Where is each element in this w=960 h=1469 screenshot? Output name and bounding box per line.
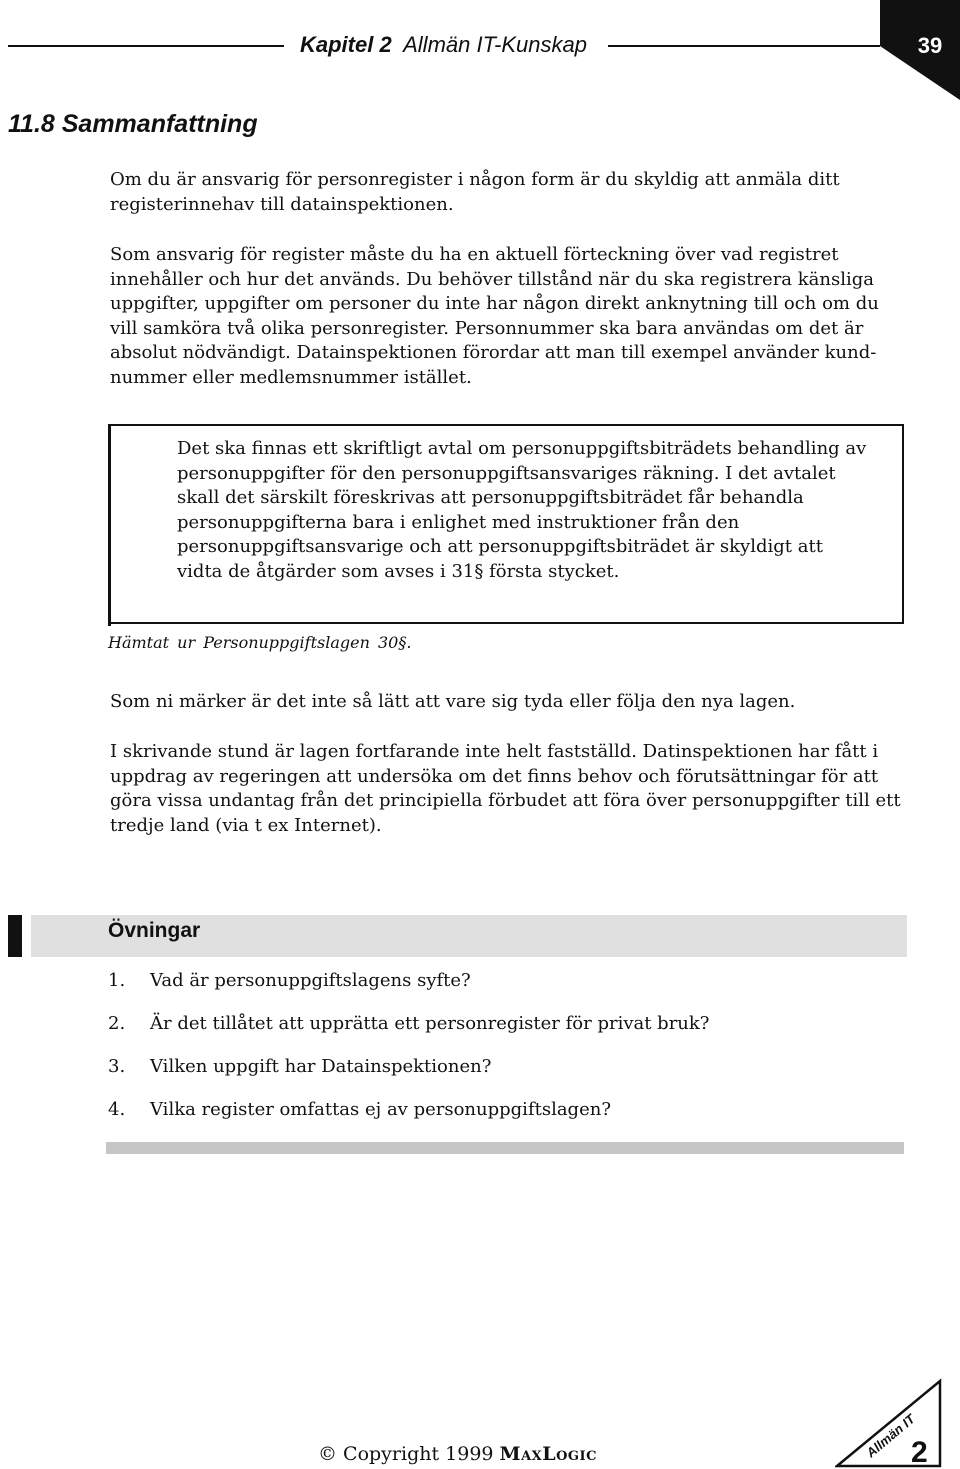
page-number-tab bbox=[0, 0, 960, 100]
exercise-text: Vilka register omfattas ej av personuppgiftslagen? bbox=[150, 1099, 611, 1120]
copyright-text: © Copyright 1999 bbox=[318, 1443, 494, 1465]
chapter-number: Kapitel 2 bbox=[300, 32, 392, 57]
paragraph: Som ansvarig för register måste du ha en aktuell förteckning över vad registret innehåller och hur det används. Du behöver tillstånd när du ska registrera känsliga uppgifter, uppgifter om personer du inte har någon direkt anknytning till och om du vill samköra två olika personregister. Personnummer ska bara användas om det är absolut nödvändigt. Datainspektionen förordar att man till exempel använder kundnummer eller medlemsnummer istället. bbox=[110, 244, 879, 388]
logo-number: 2 bbox=[911, 1436, 928, 1468]
quote-box-border bbox=[108, 424, 111, 626]
exercises-marker bbox=[8, 915, 22, 957]
exercise-number: 3. bbox=[108, 1056, 126, 1077]
exercise-number: 2. bbox=[108, 1013, 126, 1034]
quote-source: Hämtat ur Personuppgiftslagen 30§. bbox=[108, 633, 412, 652]
exercise-number: 1. bbox=[108, 970, 126, 991]
logo-text: Allmän IT bbox=[863, 1411, 918, 1461]
exercise-item bbox=[108, 1013, 709, 1034]
chapter-title: Allmän IT-Kunskap bbox=[403, 32, 587, 57]
paragraph: Som ni märker är det inte så lätt att vare sig tyda eller följa den nya lagen. bbox=[110, 691, 796, 712]
allman-it-logo bbox=[835, 1378, 945, 1468]
section-heading: 11.8 Sammanfattning bbox=[8, 110, 258, 138]
page-number: 39 bbox=[917, 33, 943, 58]
quote-text: Det ska finnas ett skriftligt avtal om personuppgiftsbiträdets behandling av personuppgifter för den personuppgiftsansvariges räkning. I det avtalet skall det särskilt föreskrivas att personuppgiftsbiträdet får behandla personuppgifterna bara i enlighet med instruktioner från den personuppgiftsansvarige och att personuppgiftsbiträdet är skyldigt att vidta de åtgärder som avses i 31§ första stycket. bbox=[177, 438, 867, 582]
exercise-item bbox=[108, 1099, 611, 1120]
exercise-number: 4. bbox=[108, 1099, 126, 1120]
exercises-end-bar bbox=[106, 1142, 904, 1154]
paragraph: Om du är ansvarig för personregister i någon form är du skyldig att anmäla ditt registerinnehav till datainspektionen. bbox=[110, 169, 840, 215]
exercise-item bbox=[108, 1056, 491, 1077]
copyright bbox=[318, 1443, 597, 1465]
exercise-item bbox=[108, 970, 471, 991]
exercise-text: Vilken uppgift har Datainspektionen? bbox=[150, 1056, 492, 1077]
exercise-text: Är det tillåtet att upprätta ett personregister för privat bruk? bbox=[150, 1013, 710, 1034]
paragraph: I skrivande stund är lagen fortfarande inte helt fastställd. Datinspektionen har fått i uppdrag av regeringen att undersöka om det finns behov och förutsättningar för att göra vissa undantag från det principiella förbudet att föra över personuppgifter till ett tredje land (via t ex Internet). bbox=[110, 741, 901, 836]
exercise-text: Vad är personuppgiftslagens syfte? bbox=[150, 970, 471, 991]
brand-name: MaxLogic bbox=[499, 1443, 597, 1465]
exercises-heading: Övningar bbox=[108, 919, 201, 942]
